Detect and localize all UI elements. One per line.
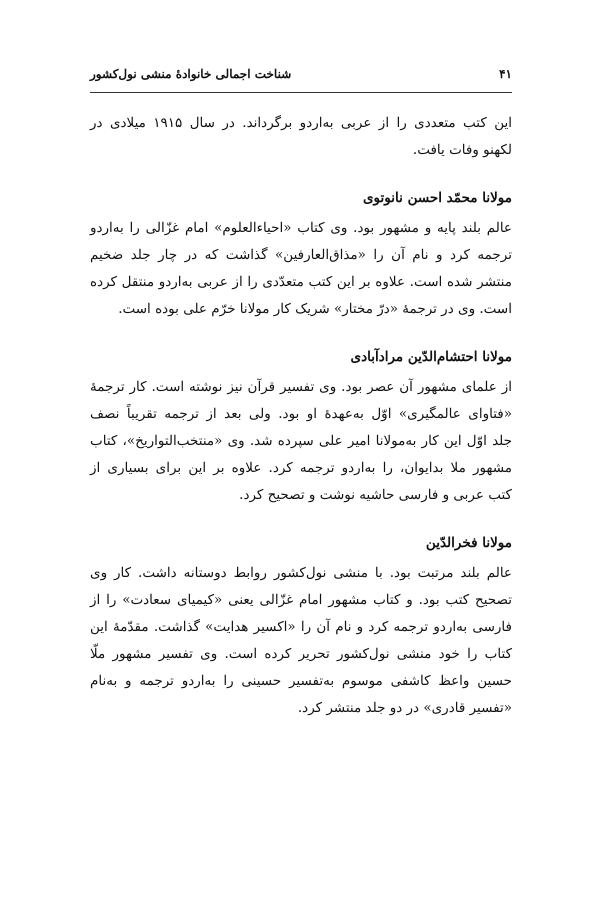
paragraph-line: عالم بلند مرتبت بود. با منشی نول‌کشور روابط دوستانه داشت. کار وی — [90, 565, 512, 581]
header-divider — [90, 92, 512, 93]
paragraph-line: حسین واعظ کاشفی موسوم به‌تفسیر حسینی را به‌اردو ترجمه و به‌نام — [90, 673, 512, 689]
section-heading: مولانا محمّد احسن نانوتوی — [362, 190, 512, 206]
paragraph-line: ترجمه کرد و نام آن را «مذاق‌العارفین» گذاشت که در چار جلد ضخیم — [90, 247, 512, 263]
page-number: ۴۱ — [499, 67, 512, 81]
paragraph-line: جلد اوّل این کار به‌مولانا امیر علی سپرده شد. وی «منتخب‌التواریخ»، کتاب — [90, 433, 512, 449]
paragraph-line: فارسی به‌اردو ترجمه کرد و نام آن را «اکسیر هدایت» گذاشت. مقدّمهٔ این — [90, 619, 512, 635]
paragraph-line: کتاب را خود منشی نول‌کشور تحریر کرده است. وی تفسیر مشهور ملّا — [90, 646, 512, 662]
paragraph-line: عالم بلند پایه و مشهور بود. وی کتاب «احیاءالعلوم» امام غزّالی را به‌اردو — [90, 220, 512, 236]
paragraph-line: کتب عربی و فارسی حاشیه نوشت و تصحیح کرد. — [239, 487, 512, 503]
section-paragraph — [90, 374, 512, 509]
page-body — [90, 110, 512, 722]
page-header — [90, 57, 512, 87]
paragraph-line: منتشر شده است. علاوه بر این کتب متعدّدی را از عربی به‌اردو منتقل کرده — [90, 274, 512, 290]
paragraph-line: این کتب متعددی را از عربی به‌اردو برگرداند. در سال ۱۹۱۵ میلادی در — [90, 115, 513, 131]
paragraph-line: است. وی در ترجمهٔ «درّ مختار» شریک کار مولانا خرّم علی بوده است. — [118, 301, 512, 317]
paragraph-line: «تفسیر قادری» در دو جلد منتشر کرد. — [297, 700, 512, 716]
paragraph-line: «فتاوای عالمگیری» اوّل به‌عهدهٔ او بود. ولی بعد از ترجمه تقریباً نصف — [90, 406, 512, 422]
section-heading: مولانا فخرالدّین — [425, 535, 512, 551]
section-heading: مولانا احتشام‌الدّین مرادآبادی — [350, 349, 512, 365]
paragraph-line: لکهنو وفات یافت. — [412, 142, 512, 158]
paragraph-line: تصحیح کتب بود. و کتاب مشهور امام غزّالی یعنی «کیمیای سعادت» را از — [90, 592, 512, 608]
running-title: شناخت اجمالی خانوادۀ منشی نول‌کشور — [90, 67, 292, 81]
paragraph-line: از علمای مشهور آن عصر بود. وی تفسیر قرآن نیز نوشته است. کار ترجمهٔ — [90, 379, 512, 395]
section-paragraph — [90, 215, 512, 323]
paragraph-line: مشهور ملا بدایوان، را به‌اردو ترجمه کرد. علاوه بر این برای بسیاری از — [90, 460, 512, 476]
section-paragraph — [90, 560, 512, 722]
intro-paragraph — [90, 110, 512, 164]
